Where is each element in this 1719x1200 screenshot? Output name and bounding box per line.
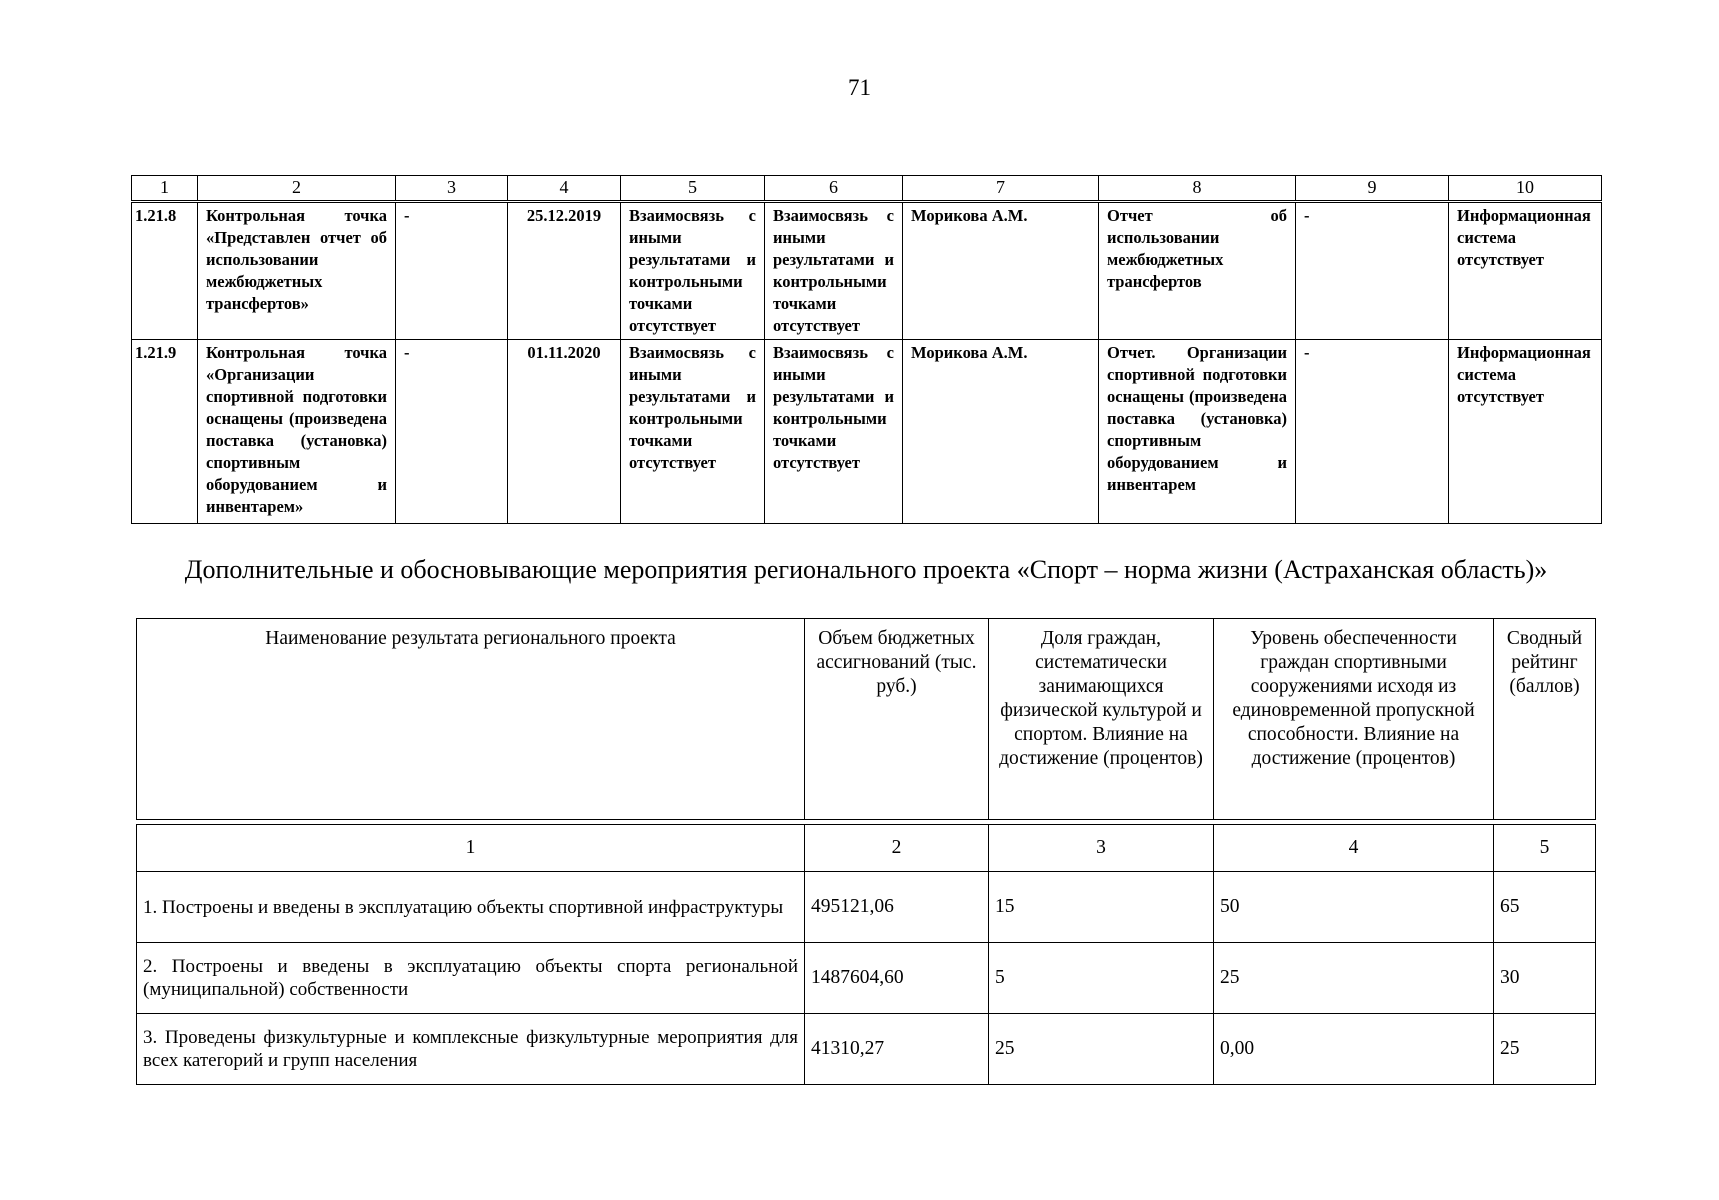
- column-header: Сводный рейтинг (баллов): [1494, 619, 1596, 820]
- table-cell: -: [396, 202, 508, 340]
- budget-cell: 1487604,60: [805, 943, 989, 1014]
- column-header: Объем бюджетных ассигнований (тыс. руб.): [805, 619, 989, 820]
- table-cell: -: [396, 340, 508, 524]
- column-number: 5: [1494, 825, 1596, 872]
- rating-cell: 30: [1494, 943, 1596, 1014]
- table-cell: Взаимосвязь с иными результатами и контрольными точками отсутствует: [621, 202, 765, 340]
- control-points-table: [131, 175, 1602, 524]
- level-cell: 0,00: [1214, 1014, 1494, 1085]
- control-point-name: Контрольная точка «Организации спортивной подготовки оснащены (произведена поставка (установка) спортивным оборудованием и инвентарем»: [198, 340, 396, 524]
- column-header: Наименование результата регионального проекта: [137, 619, 805, 820]
- share-cell: 5: [989, 943, 1214, 1014]
- table-row: [137, 872, 1596, 943]
- column-header: Уровень обеспеченности граждан спортивными сооружениями исходя из единовременной пропускной способности. Влияние на достижение (процентов): [1214, 619, 1494, 820]
- column-header: 2: [198, 176, 396, 202]
- table-cell: Информационная система отсутствует: [1449, 202, 1602, 340]
- column-header: 4: [508, 176, 621, 202]
- column-header: 5: [621, 176, 765, 202]
- share-cell: 15: [989, 872, 1214, 943]
- column-header: 6: [765, 176, 903, 202]
- column-header: 8: [1099, 176, 1296, 202]
- table-cell: Отчет. Организации спортивной подготовки оснащены (произведена поставка (установка) спортивным оборудованием и инвентарем: [1099, 340, 1296, 524]
- result-name: 3. Проведены физкультурные и комплексные физкультурные мероприятия для всех категорий и групп населения: [137, 1014, 805, 1085]
- measures-table: [136, 618, 1596, 1085]
- responsible-cell: Морикова А.М.: [903, 202, 1099, 340]
- result-name: 2. Построены и введены в эксплуатацию объекты спорта региональной (муниципальной) собственности: [137, 943, 805, 1014]
- table-header-row: [132, 176, 1602, 202]
- table-header-row: [137, 619, 1596, 820]
- table-cell: Взаимосвязь с иными результатами и контрольными точками отсутствует: [765, 340, 903, 524]
- table-cell: Взаимосвязь с иными результатами и контрольными точками отсутствует: [765, 202, 903, 340]
- table-cell: -: [1296, 340, 1449, 524]
- row-number: 1.21.8: [132, 202, 198, 340]
- date-cell: 01.11.2020: [508, 340, 621, 524]
- level-cell: 50: [1214, 872, 1494, 943]
- column-number-row: [137, 825, 1596, 872]
- row-number: 1.21.9: [132, 340, 198, 524]
- page-number: 71: [848, 75, 871, 100]
- budget-cell: 41310,27: [805, 1014, 989, 1085]
- result-name: 1. Построены и введены в эксплуатацию объекты спортивной инфраструктуры: [137, 872, 805, 943]
- column-header: 9: [1296, 176, 1449, 202]
- rating-cell: 65: [1494, 872, 1596, 943]
- table-cell: Информационная система отсутствует: [1449, 340, 1602, 524]
- table-row: [137, 943, 1596, 1014]
- column-header: 1: [132, 176, 198, 202]
- column-number: 2: [805, 825, 989, 872]
- table-cell: Взаимосвязь с иными результатами и контрольными точками отсутствует: [621, 340, 765, 524]
- rating-cell: 25: [1494, 1014, 1596, 1085]
- table-row: [132, 202, 1602, 340]
- column-header: 7: [903, 176, 1099, 202]
- date-cell: 25.12.2019: [508, 202, 621, 340]
- budget-cell: 495121,06: [805, 872, 989, 943]
- table-cell: Отчет об использовании межбюджетных трансфертов: [1099, 202, 1296, 340]
- share-cell: 25: [989, 1014, 1214, 1085]
- table-cell: -: [1296, 202, 1449, 340]
- control-point-name: Контрольная точка «Представлен отчет об использовании межбюджетных трансфертов»: [198, 202, 396, 340]
- column-header: 10: [1449, 176, 1602, 202]
- level-cell: 25: [1214, 943, 1494, 1014]
- column-number: 3: [989, 825, 1214, 872]
- responsible-cell: Морикова А.М.: [903, 340, 1099, 524]
- table-row: [132, 340, 1602, 524]
- column-number: 4: [1214, 825, 1494, 872]
- column-header: 3: [396, 176, 508, 202]
- section-heading: Дополнительные и обосновывающие мероприятия регионального проекта «Спорт – норма жизни (Астраханская область)»: [184, 555, 1548, 584]
- column-number: 1: [137, 825, 805, 872]
- table-row: [137, 1014, 1596, 1085]
- column-header: Доля граждан, систематически занимающихся физической культурой и спортом. Влияние на достижение (процентов): [989, 619, 1214, 820]
